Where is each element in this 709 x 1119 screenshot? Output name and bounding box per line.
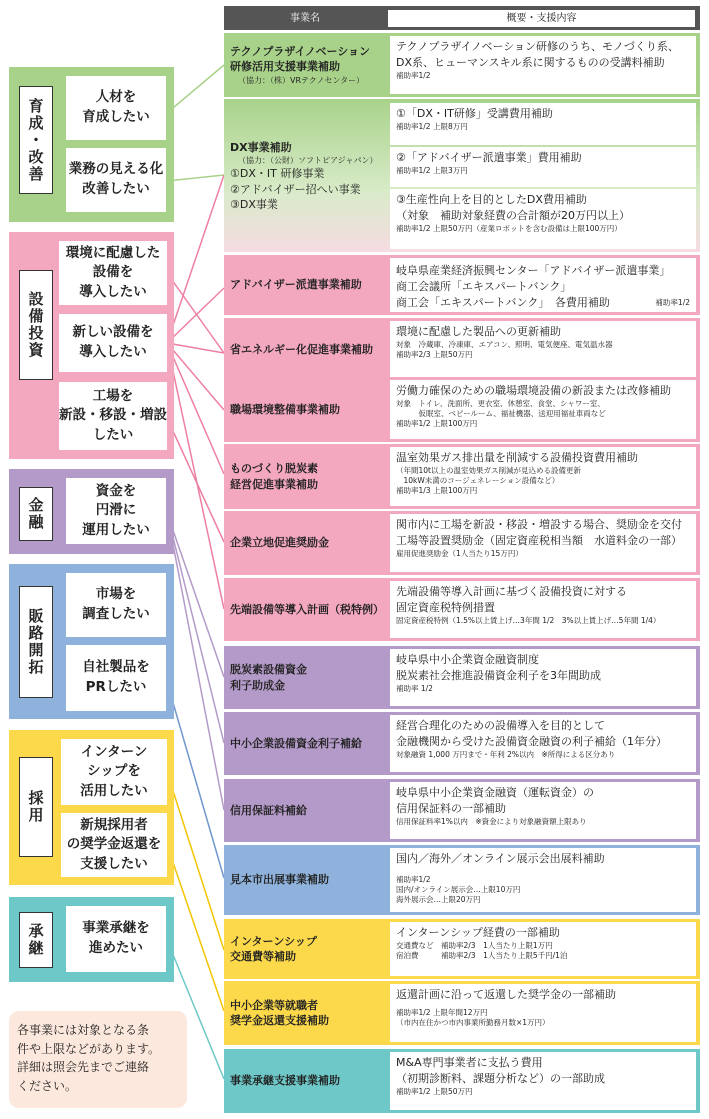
description-column-header: 概要・支援内容	[388, 10, 695, 27]
program-description	[390, 984, 696, 1042]
connector-line	[167, 343, 224, 474]
desc-line: 固定資産税特例措置	[396, 600, 495, 614]
program-title: 先端設備等導入計画（税特例）	[230, 602, 384, 616]
program-description	[390, 189, 696, 249]
desc-line: 金融機関から受けた設備資金融資の利子補給（1年分）	[396, 734, 667, 748]
program-title: 中小企業等就職者 奨学金返還支援補助	[230, 998, 329, 1027]
desc-line-small: 補助率1/2	[396, 70, 431, 80]
connector-line	[167, 343, 224, 410]
connector-line	[167, 772, 224, 950]
desc-line-small: （年間10t以上の温室効果ガス削減が見込める設備更新	[396, 465, 581, 475]
desc-line: 信用保証料の一部補助	[396, 801, 506, 815]
connector-line	[167, 513, 224, 743]
program-name	[230, 715, 385, 772]
program-description	[390, 380, 696, 439]
connector-line	[167, 175, 224, 181]
desc-line-small: 補助率1/2 上限100万円	[396, 419, 478, 429]
desc-line: 脱炭素社会推進設備資金利子を3年間助成	[396, 668, 601, 682]
program-name	[230, 984, 385, 1042]
program-title: 見本市出展事業補助	[230, 873, 329, 887]
desc-line: 岐阜県産業経済振興センター「アドバイザー派遣事業」	[396, 264, 671, 277]
program-title: 事業承継支援事業補助	[230, 1074, 340, 1088]
category-label: 販路開拓	[19, 586, 53, 698]
program-name	[230, 649, 385, 706]
desc-line-small: 海外展示会…上限20万円	[396, 895, 481, 905]
desc-line: ①「DX・IT研修」受講費用補助	[396, 107, 553, 120]
desc-line-small: 補助率 1/2	[396, 683, 433, 693]
program-title: 信用保証料補給	[230, 803, 307, 817]
need-item: 工場を 新設・移設・増設 したい	[59, 382, 167, 450]
program-name	[230, 922, 385, 976]
program-subitem: ①DX・IT 研修事業	[230, 167, 325, 181]
connector-line	[167, 513, 224, 677]
need-item: 事業承継を 進めたい	[66, 906, 166, 972]
desc-line-small: 補助率1/2 上限50万円（産業ロボットを含む設備は上限100万円）	[396, 223, 622, 233]
desc-line-small: 対象 トイレ、洗面所、更衣室、休憩室、食堂、シャワー室、	[396, 398, 605, 408]
desc-line: 環境に配慮した製品への更新補助	[396, 325, 561, 338]
program-description	[390, 649, 696, 706]
connector-line	[167, 343, 224, 353]
program-partner: （協力：（株）VRテクノセンター）	[238, 75, 365, 85]
category-label: 承継	[19, 912, 53, 968]
desc-line-small: 補助率2/3 上限50万円	[396, 350, 473, 360]
program-title: 中小企業設備資金利子補給	[230, 736, 362, 750]
notice-box: 各事業には対象となる条 件や上限などがあります。 詳細は照会先までご連絡 ください。	[9, 1011, 187, 1108]
desc-line: 商工会議所「エキスパートバンク」	[396, 279, 572, 293]
category-label: 採用	[19, 757, 53, 857]
program-description	[390, 514, 696, 572]
program-description	[390, 848, 696, 912]
program-title: 職場環境整備事業補助	[230, 402, 340, 416]
program-description	[390, 581, 696, 638]
desc-line: 関市内に工場を新設・移設・増設する場合、奨励金を交付	[396, 518, 682, 531]
program-subitem: ③DX事業	[230, 197, 278, 211]
desc-line-small: 補助率1/2 上限3万円	[396, 165, 468, 175]
program-title: テクノプラザイノベーション 研修活用支援事業補助	[230, 45, 371, 74]
desc-line-small: 10kW未満のコージェネレーション設備など）	[396, 476, 560, 486]
program-name	[230, 321, 390, 378]
desc-line: テクノプラザイノベーション研修のうち、モノづくり系、DX系、ヒューマンスキル系に関するものの受講料補助	[396, 40, 679, 69]
desc-line-small: （市内在住かつ市内事業所勤務月数×1万円）	[396, 1018, 550, 1028]
connector-line	[167, 343, 224, 609]
desc-line-small: 補助率1/2	[655, 297, 690, 307]
program-subitem: ②アドバイザー招へい事業	[230, 182, 361, 196]
need-item: 自社製品を PRしたい	[66, 645, 166, 711]
desc-line: 商工会「エキスパートバンク」 各費用補助	[396, 295, 610, 309]
desc-line: 岐阜県中小企業資金融資（運転資金）の	[396, 786, 594, 799]
connector-line	[167, 273, 224, 353]
program-name	[230, 128, 390, 224]
desc-line: ②「アドバイザー派遣事業」費用補助	[396, 151, 582, 164]
program-column-header: 事業名	[290, 13, 320, 24]
program-title: 省エネルギー化促進事業補助	[230, 342, 373, 356]
desc-line: （初期診断料、課題分析など）の一部助成	[396, 1071, 605, 1085]
need-item: 人材を 育成したい	[66, 76, 166, 140]
need-item: 新しい設備を 導入したい	[59, 314, 167, 372]
desc-line-small: 補助率1/2	[396, 874, 431, 884]
desc-line-small: 信用保証料率1%以内 ※資金により対象融資額上限あり	[396, 816, 587, 826]
connector-line	[167, 175, 224, 343]
desc-line-small: 補助率1/2 上限8万円	[396, 121, 468, 131]
program-description	[390, 715, 696, 772]
program-name	[230, 1052, 385, 1110]
program-name	[230, 782, 385, 839]
connector-line	[167, 418, 224, 542]
desc-line-small: 補助率1/2 上限50万円	[396, 1086, 473, 1096]
desc-line-small: 交通費など 補助率2/3 1人当たり上限1万円	[396, 940, 553, 950]
program-title: 脱炭素設備資金 利子助成金	[230, 663, 307, 692]
need-item: 資金を 円滑に 運用したい	[66, 478, 166, 544]
desc-line: 温室効果ガス排出量を削減する設備投資費用補助	[396, 451, 638, 464]
program-description	[390, 1052, 696, 1110]
program-description	[390, 922, 696, 976]
need-item: 市場を 調査したい	[66, 573, 166, 637]
program-name	[230, 36, 385, 94]
desc-line-small: 補助率1/3 上限100万円	[396, 486, 478, 496]
desc-line-small: 固定資産税特例（1.5%以上賃上げ…3年間 1/2 3%以上賃上げ…5年間 1/4）	[396, 615, 661, 625]
desc-line: （対象 補助対象経費の合計額が20万円以上）	[396, 208, 630, 222]
desc-line: 労働力確保のための職場環境設備の新設または改修補助	[396, 384, 671, 397]
program-title: 企業立地促進奨励金	[230, 536, 329, 550]
program-description	[390, 147, 696, 187]
desc-line-small: 対象 冷蔵庫、冷凍庫、エアコン、照明、電気便座、電気温水器	[396, 339, 613, 349]
desc-line-small: 国内/オンライン展示会…上限10万円	[396, 885, 521, 895]
need-item: 新規採用者 の奨学金返還を 支援したい	[61, 813, 167, 877]
program-description	[390, 36, 696, 94]
desc-line-small: 補助率1/2 上限年間12万円	[396, 1007, 488, 1017]
desc-line-small: 仮眠室、ベビールーム、福祉機器、送迎用福祉車両など	[396, 409, 606, 419]
desc-line: 経営合理化のための設備導入を目的として	[396, 719, 605, 732]
need-item: 環境に配慮した 設備を 導入したい	[59, 241, 167, 305]
desc-line: M&A専門事業者に支払う費用	[396, 1056, 543, 1069]
desc-line-small: 宿泊費 補助率2/3 1人当たり上限5千円/1泊	[396, 951, 568, 961]
connector-line	[167, 65, 224, 113]
need-item: インターン シップを 活用したい	[61, 739, 167, 805]
program-description	[390, 103, 696, 145]
connector-line	[167, 513, 224, 810]
program-title: アドバイザー派遣事業補助	[230, 278, 362, 292]
desc-line: 工場等設置奨励金（固定資産税相当額 水道料金の一部）	[396, 533, 682, 547]
desc-line: 岐阜県中小企業資金融資制度	[396, 653, 539, 666]
program-description	[390, 447, 696, 506]
program-name	[230, 447, 385, 506]
program-description	[390, 321, 696, 378]
program-name	[230, 514, 385, 572]
program-name	[230, 581, 390, 638]
desc-line-small: 雇用促進奨励金（1人当たり15万円）	[396, 548, 523, 558]
category-label: 育成・改善	[19, 86, 53, 194]
connector-line	[167, 845, 224, 1011]
desc-line: インターンシップ経費の一部補助	[396, 926, 560, 939]
program-partner: （協力：（公財）ソフトピアジャパン）	[238, 156, 378, 166]
program-title: DX事業補助	[230, 140, 292, 154]
need-item: 業務の見える化 改善したい	[66, 148, 166, 212]
program-title: ものづくり脱炭素 経営促進事業補助	[230, 462, 318, 491]
program-description	[390, 782, 696, 839]
desc-line: ③生産性向上を目的としたDX費用補助	[396, 193, 587, 206]
category-label: 金融	[19, 487, 53, 541]
program-description	[390, 258, 696, 312]
program-name	[230, 848, 385, 912]
desc-line: 先端設備等導入計画に基づく設備投資に対する	[396, 585, 627, 598]
program-name	[230, 380, 385, 439]
category-label: 設備投資	[19, 270, 53, 380]
desc-line-small: 対象融資 1,000 万円まで・年利 2%以内 ※所得による区分あり	[396, 749, 616, 759]
desc-line: 返還計画に沿って返還した奨学金の一部補助	[396, 988, 616, 1001]
program-name	[230, 258, 385, 312]
desc-line: 国内／海外／オンライン展示会出展料補助	[396, 852, 605, 865]
program-title: インターンシップ 交通費等補助	[230, 934, 317, 963]
